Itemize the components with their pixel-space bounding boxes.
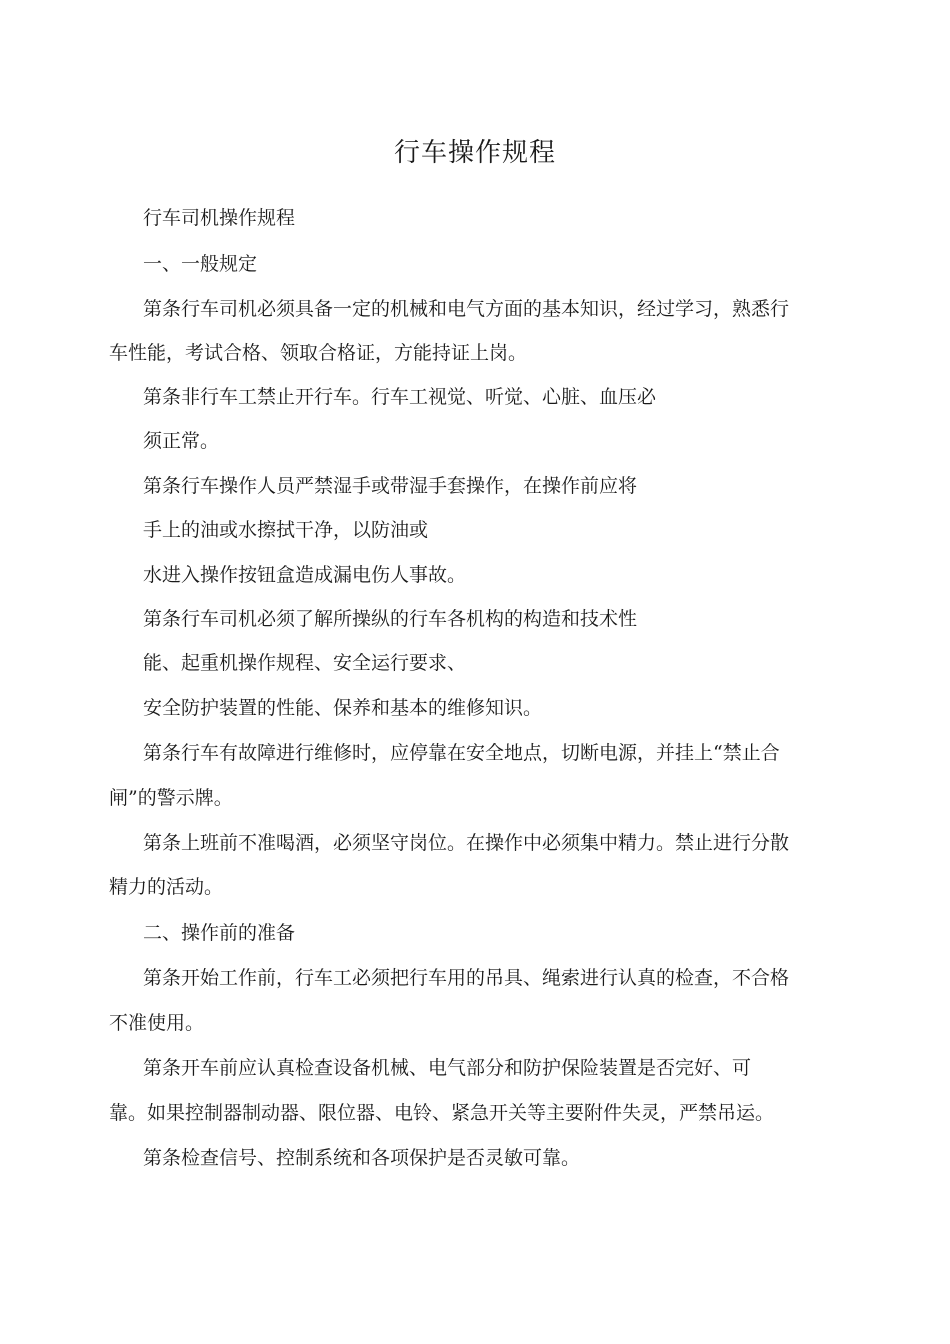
subtitle-line: 行车司机操作规程 bbox=[143, 207, 296, 229]
paragraph-line: 第条行车司机必须了解所操纵的行车各机构的构造和技术性 bbox=[143, 608, 638, 630]
paragraph-line: 安全防护装置的性能、保养和基本的维修知识。 bbox=[143, 697, 543, 719]
paragraph-line: 不准使用。 bbox=[109, 1012, 205, 1034]
paragraph-line: 第条开车前应认真检查设备机械、电气部分和防护保险装置是否完好、可 bbox=[143, 1057, 752, 1079]
paragraph-line: 闸”的警示牌。 bbox=[109, 787, 233, 809]
paragraph-line: 精力的活动。 bbox=[109, 876, 224, 898]
paragraph-line: 第条上班前不准喝酒，必须坚守岗位。在操作中必须集中精力。禁止进行分散 bbox=[143, 832, 790, 854]
paragraph-line: 手上的油或水擦拭干净，以防油或 bbox=[143, 519, 429, 541]
document-title: 行车操作规程 bbox=[393, 138, 556, 168]
section-heading: 一、一般规定 bbox=[143, 253, 258, 275]
paragraph-line: 第条检查信号、控制系统和各项保护是否灵敏可靠。 bbox=[143, 1147, 581, 1169]
paragraph-line: 第条行车操作人员严禁湿手或带湿手套操作，在操作前应将 bbox=[143, 475, 638, 497]
paragraph-line: 能、起重机操作规程、安全运行要求、 bbox=[143, 652, 467, 674]
paragraph-line: 第条行车司机必须具备一定的机械和电气方面的基本知识，经过学习，熟悉行 bbox=[143, 298, 790, 320]
paragraph-line: 第条开始工作前，行车工必须把行车用的吊具、绳索进行认真的检查，不合格 bbox=[143, 967, 790, 989]
paragraph-line: 第条非行车工禁止开行车。行车工视觉、听觉、心脏、血压必 bbox=[143, 386, 657, 408]
paragraph-line: 须正常。 bbox=[143, 430, 220, 452]
paragraph-line: 第条行车有故障进行维修时，应停靠在安全地点，切断电源，并挂上“禁止合 bbox=[143, 742, 780, 764]
paragraph-line: 水进入操作按钮盒造成漏电伤人事故。 bbox=[143, 564, 467, 586]
paragraph-line: 车性能，考试合格、领取合格证，方能持证上岗。 bbox=[109, 342, 528, 364]
paragraph-line: 靠。如果控制器制动器、限位器、电铃、紧急开关等主要附件失灵，严禁吊运。 bbox=[109, 1102, 775, 1124]
section-heading: 二、操作前的准备 bbox=[143, 922, 296, 944]
